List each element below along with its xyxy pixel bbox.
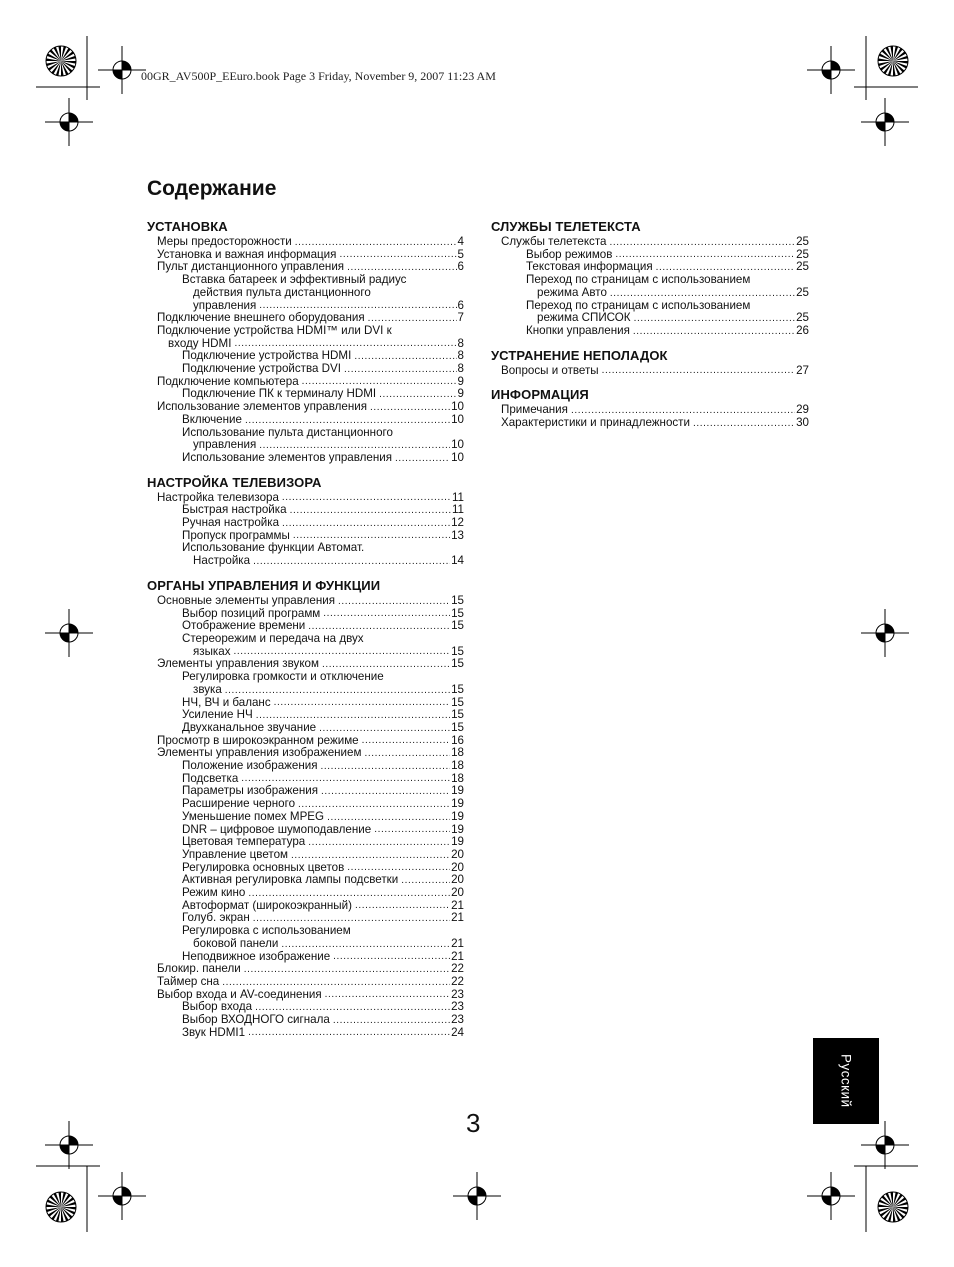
toc-entry-text: Подключение устройства DVI	[182, 362, 342, 376]
toc-entry-text: DNR – цифровое шумоподавление	[182, 822, 372, 836]
crosshair-icon	[98, 1172, 146, 1220]
toc-entry-text: Двухканальное звучание	[182, 720, 317, 734]
toc-entry-text: Установка и важная информация	[157, 247, 337, 261]
starburst-icon	[46, 46, 76, 76]
toc-section-title: СЛУЖБЫ ТЕЛЕТЕКСТА	[491, 219, 641, 234]
toc-entry-text: Выбор входа	[182, 1000, 253, 1014]
language-label: Русский	[838, 1054, 854, 1108]
toc-page-number: 10	[451, 450, 464, 464]
toc-page-number: 21	[451, 911, 464, 925]
toc-entry-text: Пропуск программы	[182, 528, 290, 542]
toc-page-number: 12	[451, 516, 464, 530]
toc-entry-text: языках	[193, 644, 231, 658]
toc-entry-text: Таймер сна	[157, 974, 220, 988]
crosshair-icon	[861, 1121, 909, 1169]
toc-entry-text: Выбор позиций программ	[182, 606, 321, 620]
toc-page-number: 26	[796, 323, 809, 337]
toc-entry-text: Выбор режимов	[526, 247, 613, 261]
toc-entry-text: Неподвижное изображение	[182, 949, 331, 963]
toc-page-number: 24	[451, 1025, 464, 1039]
toc-entry-text: Подсветка	[182, 771, 239, 785]
toc-entry-text: Параметры изображения	[182, 784, 319, 798]
toc-entry-text: Автоформат (широкоэкранный)	[182, 898, 352, 912]
toc-entry-text: Регулировка громкости и отключение	[182, 670, 384, 684]
toc-page-number: 18	[451, 746, 464, 760]
toc-page-number: 25	[796, 311, 809, 325]
toc-section-title: УСТРАНЕНИЕ НЕПОЛАДОК	[491, 347, 668, 363]
toc-page-number: 21	[451, 936, 464, 950]
toc-entry-text: Подключение ПК к терминалу HDMI	[182, 387, 377, 401]
toc-page-number: 22	[451, 962, 464, 976]
toc-page-number: 25	[796, 235, 809, 248]
toc-entry-text: Использование элементов управления	[182, 450, 393, 464]
crosshair-icon	[98, 46, 146, 94]
toc-page-number: 15	[451, 657, 464, 671]
toc-page-number: 11	[451, 503, 464, 517]
toc-entry-text: НЧ, ВЧ и баланс	[182, 695, 271, 709]
toc-page-number: 20	[451, 873, 464, 887]
toc-page-number: 19	[451, 797, 464, 811]
toc-section-title: НАСТРОЙКА ТЕЛЕВИЗОРА	[147, 474, 322, 490]
crosshair-icon	[807, 1172, 855, 1220]
toc-entry-text: Пульт дистанционного управления	[157, 260, 345, 274]
toc-entry-text: Включение	[182, 412, 242, 426]
toc-page-number: 19	[451, 835, 464, 849]
toc-page-number: 13	[451, 528, 464, 542]
toc-entry-text: Положение изображения	[182, 759, 318, 773]
toc-page-number: 25	[796, 247, 809, 261]
toc-page-number: 7	[457, 311, 464, 325]
toc-section-title: УСТАНОВКА	[147, 219, 228, 234]
toc-entry-text: Элементы управления звуком	[157, 657, 319, 671]
toc-entry-text: Меры предосторожности	[157, 235, 292, 248]
page-title: Содержание	[147, 177, 277, 200]
crosshair-icon	[861, 98, 909, 146]
toc-entry-text: Регулировка с использованием	[182, 924, 351, 938]
toc-page-number: 20	[451, 847, 464, 861]
toc-page-number: 8	[457, 336, 464, 350]
toc-page-number: 10	[451, 412, 464, 426]
toc-entry-text: Ручная настройка	[182, 516, 280, 530]
toc-entry-text: Вопросы и ответы	[501, 363, 599, 377]
toc-entry-text: действия пульта дистанционного	[193, 285, 371, 299]
toc-entry-text: Использование функции Автомат.	[182, 541, 365, 555]
page-number: 3	[466, 1108, 481, 1138]
toc-page-number: 15	[451, 708, 464, 722]
toc-page-number: 19	[451, 809, 464, 823]
crosshair-icon	[45, 609, 93, 657]
crosshair-icon	[861, 609, 909, 657]
toc-entry-text: Кнопки управления	[526, 323, 630, 337]
toc-entry-text: Настройка	[193, 554, 251, 568]
toc-entry-text: Отображение времени	[182, 619, 306, 633]
toc-entry-text: режима Авто	[537, 285, 607, 299]
toc-entry-text: Регулировка основных цветов	[182, 860, 345, 874]
toc-page-number: 30	[796, 416, 809, 430]
toc-entry-text: Стереорежим и передача на двух	[182, 631, 364, 645]
toc-entry-text: управления	[193, 438, 257, 452]
crosshair-icon	[45, 1121, 93, 1169]
toc-page-number: 15	[451, 682, 464, 696]
toc-entry-text: Настройка телевизора	[157, 490, 279, 504]
toc-entry-text: Управление цветом	[182, 847, 289, 861]
toc-section-title: ИНФОРМАЦИЯ	[491, 387, 589, 403]
toc-page-number: 18	[451, 771, 464, 785]
toc-entry-text: Выбор входа и AV-соединения	[157, 987, 322, 1001]
toc-page-number: 25	[796, 260, 809, 274]
crosshair-icon	[45, 98, 93, 146]
toc-page-number: 15	[451, 695, 464, 709]
toc-page-number: 4	[457, 235, 464, 248]
toc-page-number: 21	[451, 898, 464, 912]
toc-entry-text: Выбор ВХОДНОГО сигнала	[182, 1013, 330, 1027]
toc-page-number: 16	[451, 733, 464, 747]
toc-entry-text: Просмотр в широкоэкранном режиме	[157, 733, 359, 747]
toc-page-number: 19	[451, 784, 464, 798]
toc-entry-text: Расширение черного	[182, 797, 296, 811]
toc-entry-text: Подключение компьютера	[157, 374, 299, 388]
toc-entry-text: Уменьшение помех MPEG	[182, 809, 325, 823]
toc-entry-text: Примечания	[501, 403, 568, 417]
toc-page-number: 15	[451, 619, 464, 633]
toc-page-number: 19	[451, 822, 464, 836]
toc-entry-text: звука	[193, 682, 222, 696]
toc-page-number: 23	[451, 1013, 464, 1027]
toc-page-number: 23	[451, 987, 464, 1001]
toc-entry-text: Подключение внешнего оборудования	[157, 311, 365, 325]
toc-entry-text: Текстовая информация	[526, 260, 653, 274]
toc-page-number: 9	[457, 374, 464, 388]
toc-entry-text: Быстрая настройка	[182, 503, 287, 517]
toc-entry-text: Вставка батареек и эффективный радиус	[182, 273, 407, 287]
toc-page-number: 10	[451, 400, 464, 414]
toc-entry-text: Подключение устройства HDMI™ или DVI к	[157, 323, 392, 337]
toc-section-title: ОРГАНЫ УПРАВЛЕНИЯ И ФУНКЦИИ	[147, 577, 381, 593]
toc-entry-text: Использование элементов управления	[157, 400, 368, 414]
toc-entry-text: Элементы управления изображением	[157, 746, 362, 760]
toc-entry-text: Переход по страницам с использованием	[526, 298, 751, 312]
toc-entry-text: Блокир. панели	[157, 962, 241, 976]
crosshair-icon	[807, 46, 855, 94]
toc-entry-text: режима СПИСОК	[537, 311, 631, 325]
toc-entry-text: управления	[193, 298, 257, 312]
toc-page-number: 22	[451, 974, 464, 988]
starburst-icon	[878, 1192, 908, 1222]
toc-entry-text: Звук HDMI1	[182, 1025, 246, 1039]
toc-page-number: 10	[451, 438, 464, 452]
toc-page-number: 9	[457, 387, 464, 401]
toc-page-number: 6	[457, 260, 464, 274]
toc-entry-text: Усиление НЧ	[182, 708, 253, 722]
toc-page-number: 20	[451, 886, 464, 900]
file-info-header: 00GR_AV500P_EEuro.book Page 3 Friday, November 9, 2007 11:23 AM	[141, 69, 496, 83]
toc-entry-text: боковой панели	[193, 936, 279, 950]
toc-page-number: 15	[451, 593, 464, 607]
toc-page-number: 25	[796, 285, 809, 299]
toc-page-number: 23	[451, 1000, 464, 1014]
toc-entry-text: входу HDMI	[168, 336, 232, 350]
toc-page-number: 6	[457, 298, 464, 312]
toc-entry-text: Активная регулировка лампы подсветки	[182, 873, 399, 887]
toc-entry-text: Переход по страницам с использованием	[526, 273, 751, 287]
toc-entry-text: Голуб. экран	[182, 911, 250, 925]
toc-page-number: 15	[451, 644, 464, 658]
toc-page-number: 5	[457, 247, 464, 261]
toc-entry-text: Основные элементы управления	[157, 593, 336, 607]
toc-page-number: 20	[451, 860, 464, 874]
toc-page-number: 27	[796, 363, 809, 377]
toc-entry-text: Цветовая температура	[182, 835, 306, 849]
toc-entry-text: Подключение устройства HDMI	[182, 349, 352, 363]
toc-page-number: 29	[796, 403, 809, 417]
toc-page-number: 14	[451, 554, 464, 568]
toc-page-number: 18	[451, 759, 464, 773]
toc-page-number: 15	[451, 606, 464, 620]
toc-page-number: 11	[451, 490, 464, 504]
toc-page-number: 15	[451, 720, 464, 734]
toc-entry-text: Использование пульта дистанционного	[182, 425, 393, 439]
toc-entry-text: Режим кино	[182, 886, 246, 900]
toc-page-number: 8	[457, 349, 464, 363]
toc-page-number: 21	[451, 949, 464, 963]
starburst-icon	[878, 46, 908, 76]
toc-entry-text: Службы телетекста	[501, 235, 607, 248]
crosshair-icon	[453, 1172, 501, 1220]
toc-page-number: 8	[457, 362, 464, 376]
toc-entry-text: Характеристики и принадлежности	[501, 416, 690, 430]
starburst-icon	[46, 1192, 76, 1222]
